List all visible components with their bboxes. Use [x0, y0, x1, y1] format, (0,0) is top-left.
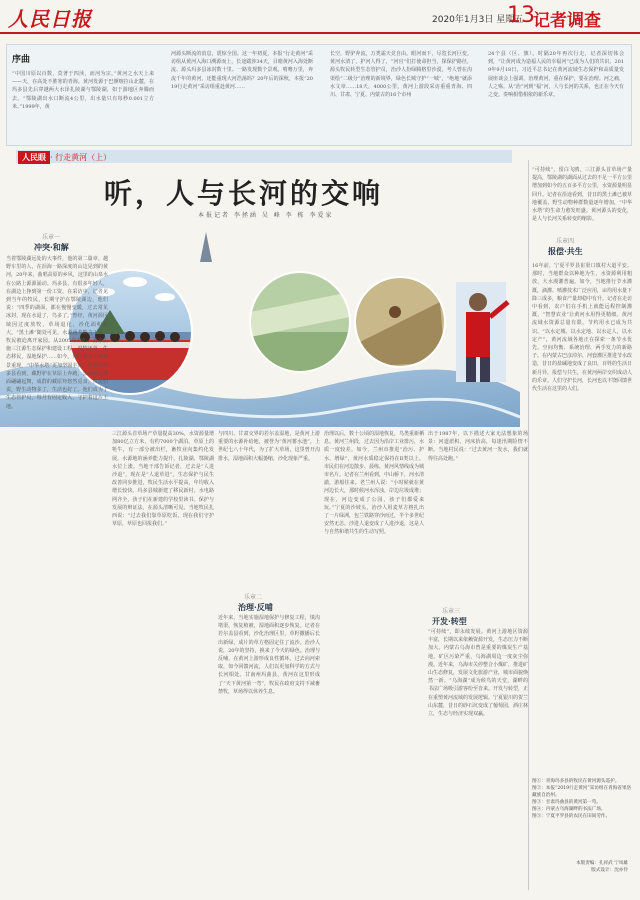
photo-ranger: [456, 282, 508, 382]
article-column-2b: 近年来，当地实施湿地保护与修复工程，填沟堵渠，恢复植被，湿地面积逐步恢复。记者在若尔盖县看到，沙化治理区里，草籽撒播后长出新绿，成片的草方格固定住了流沙。治沙人说，20年的坚持，换来了今天的绿色。治理与反哺，在黄河上游形成良性循环。过去向河索取，如今回馈河流，人们以更加科学的方式与长河相处。甘南州玛曲县，黄河在这里形成了“天下黄河第一弯”，牧民在政府支持下减畜禁牧，草场得以休养生息。: [218, 615, 320, 695]
article-right-column-2: 16年前，宁夏平罗县崔渠口镇村大道平安。那时，当地群众以种地为生，水资源利用粗放，大水漫灌普遍。如今，当地推行节水灌溉，滴灌、喷灌技术广泛应用，亩均用水量下降三成多，粮食产量却稳中有升。记者在走访中看到，农户们在手机上就能远程控制灌溉，“智慧农业”让黄河水用得更精细。黄河流域水资源总量有限，节约用水已成为共识。“以水定城、以水定地、以水定人、以水定产”，黄河流域各地正在探索一条节水优先、空间均衡、系统治理、两手发力的新路子。在内蒙古巴彦淖尔，河套灌区推进节水改造，昔日的盐碱地变成了良田，百姓的生活日新月异。报偿与共生，在黄河两岸交织成动人的乐章。人们守护长河，长河也以丰饶回馈世代生活在这里的人们。: [532, 263, 632, 393]
section-title: 记者调查: [533, 11, 601, 31]
section-1-title: 冲突·和解: [34, 242, 69, 252]
caption-item: 图①：青海玛多县的牧民在黄河源头巡护。: [532, 779, 620, 784]
preface-column-2: 河源头断流的消息，震惊全国。这一年初夏，本报“行走黄河”采访组从黄河入海口溯源而上，长途跋涉34天，目睹黄河入海处断流、源头玛多县冰封数十里、一路发现数个景观。啃噜万里，奔流千年的黄河，还能重现大河浩荡吗？20年后的深秋，本报“2019行走黄河”采访组重赴黄河……: [171, 51, 313, 90]
section-1-label: 乐章一: [42, 234, 61, 241]
section-2-title: 治理·反哺: [238, 602, 273, 612]
banner-tag: · 行走黄河（上）: [50, 153, 112, 162]
article-column-0: 当着鄂陵湖远处的大事件，他的第二篇章。越野车里的人，在泪海一路深度的山边见到的黄河，20年来，曲唱高原的乡风，这里的山泉水在公路上源源涌动。玛多县，有很多年轻人，在湖边上挣到第一份工资。在采访中，记者见到当年的牧民，长期守护在鄂陵湖边，他们说：“四季的湖面，都在慢慢变暖，过去常见冰封，现在水退了，鸟多了。”曾经，黄河源区域因过度放牧，草场退化，沙化面积扩大，“黑土滩”随处可见，水源涵养能力下降，牧民被迫离开家园。从2005年开始，国家实施三江源生态保护和建设工程，退牧还草，生态移民，湿地保护……如今，黄河源头千湖美景重现，“中华水塔”更加坚固丰沛。记者在玛多县看到，藏野驴在草原上奔跑，黑颈鹤在湖面翩翩起舞，成群的藏原羚悠然觅食。牧民们说，野生动物多了，生活也好了。他们成为了生态管护员，每月有固定收入，守护着这片土地。: [6, 256, 108, 410]
preface-title: 序曲: [12, 55, 31, 65]
headline: 听，人与长河的交响: [104, 177, 384, 210]
preface-column-3: 长空，野驴奔流，万类霜天竞自由。眼河而下，尽览长河巨变。黄河水清了，护河人得了，“河官”们打使命担当，探保护路径，源头牧民转型生态管护员，治沙人扮绿腾格里沙漠，考人曾在沟渠绘“二级分”治理的新境界，绿色长城守护“一城”，“绝地”就添水文章……18天，4000公里，黄河上游段采访重重青海、四川、甘肃、宁夏、内蒙古的16个市州: [330, 51, 472, 99]
caption-item: 图④：内蒙古乌海湖畔的书法广场。: [532, 807, 606, 812]
caption-item: 图③：甘肃玛曲县的黄河第一弯。: [532, 800, 601, 805]
article-right-column-1: “可持续”，留白飞鸥。三江源头首草场产量提高，鄂陵湖的湖面从过去的不足一平方公里增加到如今的五百多平方公里，水资源量明显回升。记者在沿途看到，昔日的黑土滩已被草地覆盖，野生动物种群数量逐年增加，“中华水塔”的生命力愈发旺盛。黄河源头的变化，是人与长河关系转变的缩影。: [532, 167, 632, 223]
section-4-title: 报偿·共生: [548, 246, 583, 256]
column-divider: [528, 160, 529, 890]
banner-label: 人民眼: [18, 151, 50, 164]
design-credit: 版式设计：沈亦伶: [591, 868, 628, 873]
article-column-4: 出于1987年，以下描述大家无法想象的场景：河道淤积、河床抬高，每逢汛期险情不断。当地村民说：“过去黄河一发水，我们就得往高处跑。”: [428, 431, 528, 462]
page-number: 13: [507, 3, 535, 28]
caption-item: 图⑤：宁夏平罗县的农民在田间劳作。: [532, 814, 611, 819]
section-3-title: 开发·转型: [432, 616, 467, 626]
byline: 本报记者 李拯涵 吴 峰 李 栋 李爱家: [198, 212, 334, 219]
section-3-label: 乐章三: [442, 608, 461, 615]
preface-column-4: 24个县（区、旗）。时隔20年再次行走，记者深切体会到，“让黄河成为造福人民的幸福河”已成为人们的共识。2019年9月18日，习近平总书记在黄河流域生态保护和高质量发展座谈会上强调，治理黄河，重在保护，要在治理。河之痛，人之殇。从“治”河到“福”河，人与长河的关系，也正在今天有之变。奏响相惜相依的新乐章。: [488, 51, 624, 99]
caption-item: 图②：本报“2019行走黄河”采访组在青海省果洛藏族自治州。: [532, 786, 632, 798]
article-column-3: 治理以后，数十公顷的湿地恢复，鸟类重新栖息。黄河兰州段，过去因为沿岸工业排污，水质一度较差。如今，兰州市推进“治污、护水、增绿”，黄河水质稳定保持在Ⅱ类以上。市民们在河边散步、晨练，黄河风情线成为城市名片。记者在兰州看到，中山桥下，河水清澈，游船往来。老兰州人说：“小时候就在黄河边长大，那时候河水浑浊，岸边垃圾成堆；现在，河边变成了公园，孩子们都爱来玩。”宁夏的沙坡头，治沙人用麦草方格扎出了一片绿洲，包兰铁路穿沙而过，半个多世纪安然无恙。沙进人退变成了人进沙退，这是人与自然和谐共生的生动写照。: [324, 431, 424, 536]
section-2-label: 乐章二: [244, 594, 263, 601]
preface-column-1: “中国川原以百数，莫著于四渎，而河为宗。”黄河之水天上来——天，在高处不胜寒的青海。黄河发源于巴颜喀拉山北麓，在玛多县先后穿越两大水泽扎陵湖与鄂陵湖，如于游地区奔腾而去。“鄂陵湖出水口断流4公里，出水量只有每秒0.001立方米。”1999年，黄: [12, 71, 154, 110]
page-credits: [548, 860, 628, 890]
section-4-label: 乐章四: [556, 238, 575, 245]
article-column-2: 与四川、甘肃交界的若尔盖湿地，是黄河上游重要的水源补给地，被誉为“黄河蓄水池”。上世纪七八十年代，为了扩大草场，这里曾开沟排水，湿地面积大幅萎缩，沙化现象严重。: [218, 431, 320, 462]
newspaper-logo: 人民日报: [8, 7, 92, 31]
article-column-1: 三江源头首草场产草量提高30%，水资源量增加80亿立方米，有约7000个湖泊。草原上的牦牛，有一部分被出栏，畜牧业向集约化发展。水源地的涵养能力提升，扎陵湖、鄂陵湖水位上涨。当地干部告诉记者，过去是“人进沙退”，现在是“人退草进”。生态保护与民生改善同步推进，牧民生活水平提高，年均收入增长较快。玛多县城新建了移民新村，水电路网齐全，孩子们在新建的学校里读书。保护与发展的辩证法，在源头清晰可见。当地牧民扎西说：“过去我们靠草原吃饭，现在我们守护草原，草原也回报我们。”: [112, 431, 214, 528]
issue-date: 2020年1月3日 星期五: [432, 15, 524, 25]
article-column-4b: “可持续”，即永续发展。黄河上游地区资源丰富，长期以来依赖资源开发，生态压力不断加大。内蒙古乌海市曾是重要的煤炭生产基地，矿区污染严重，乌海湖周边一度灰尘弥漫。近年来，乌海市关停整合小煤矿，推进矿山生态修复，发展文化旅游产业，城市面貌焕然一新。“乌海湖”成为候鸟的天堂，湖畔的书法广场吸引游客纷至沓来。开发与转型，正在重塑黄河流域的发展逻辑。宁夏银川的贺兰山东麓，昔日的砂石坑变成了葡萄园，酒庄林立，生态与经济实现双赢。: [428, 629, 528, 718]
editor-credit: 本版责编：孔祥武 宁凤雄: [576, 861, 628, 866]
